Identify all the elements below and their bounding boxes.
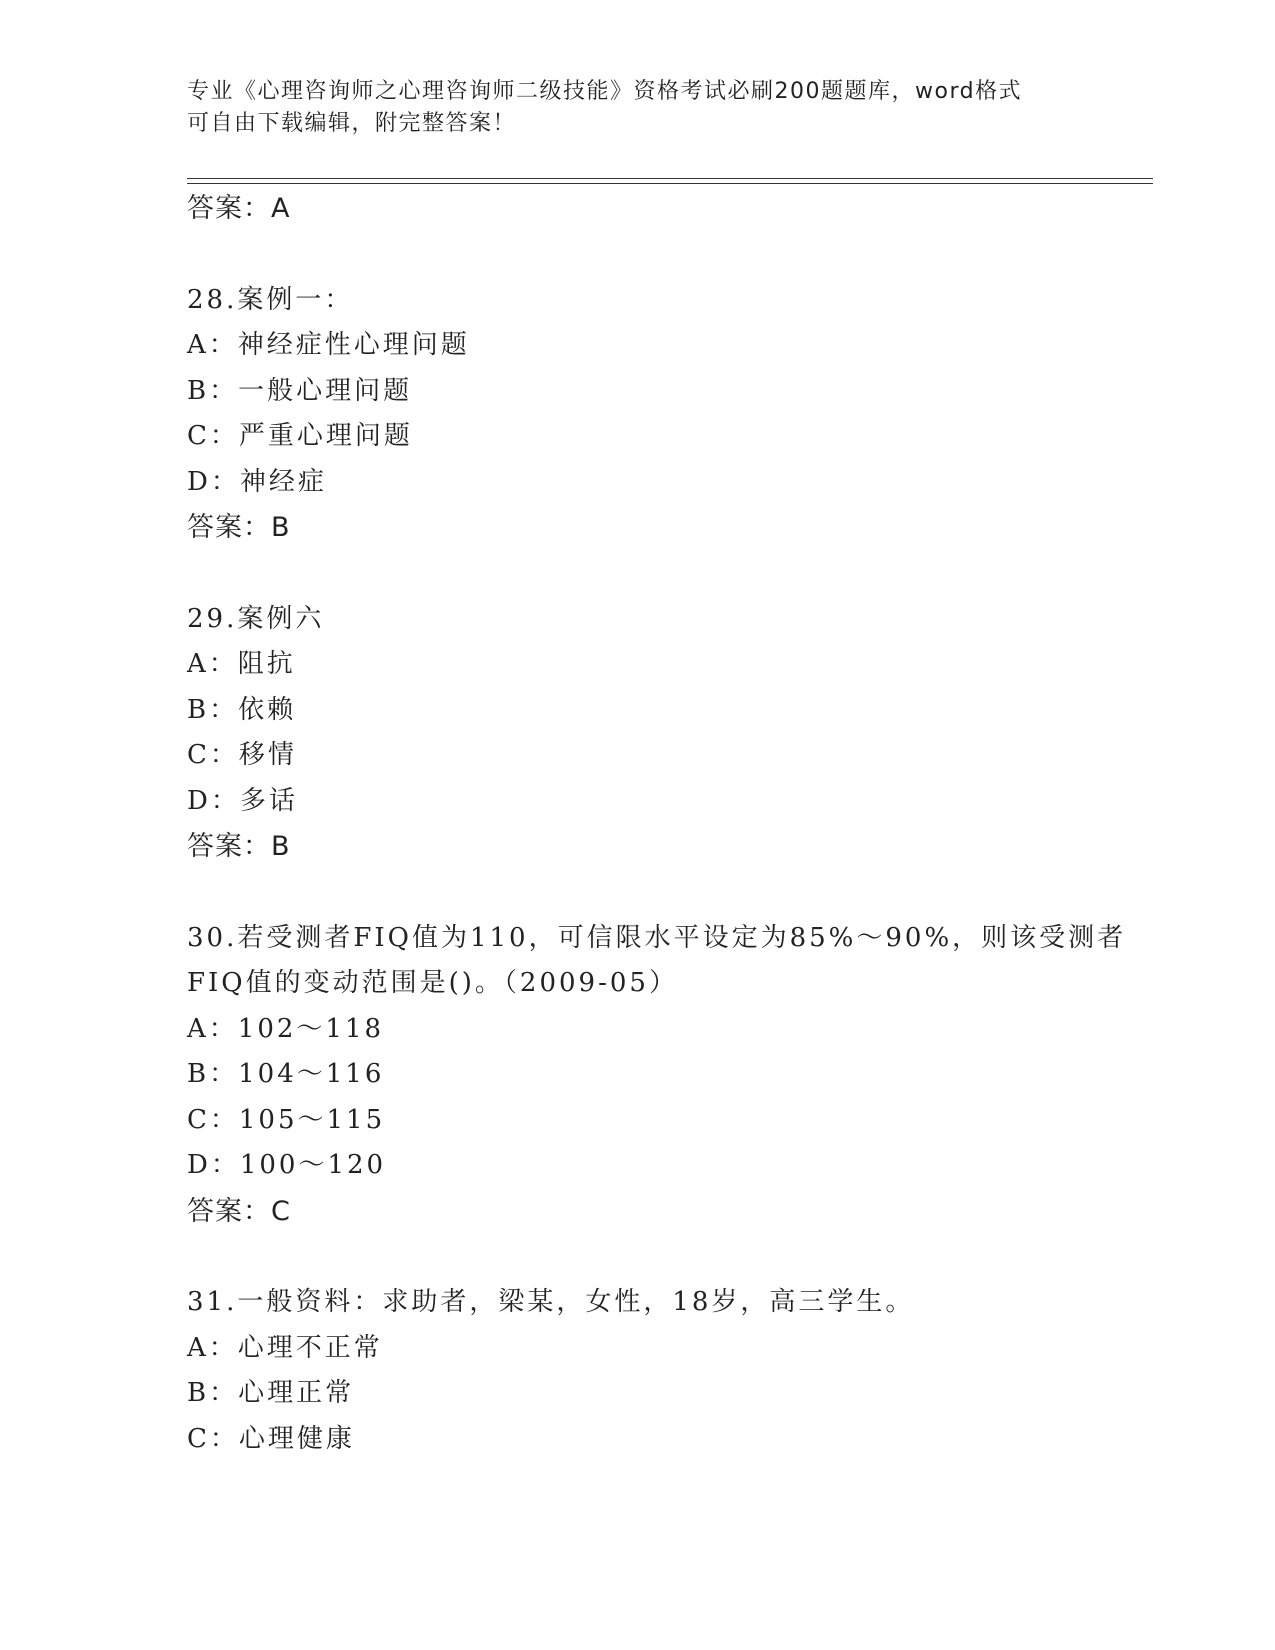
question-stem-line-1: 30.若受测者FIQ值为110，可信限水平设定为85%～90%，则该受测者: [187, 922, 1127, 953]
question-28: [187, 278, 1087, 551]
option-a: A：心理不正常: [187, 1332, 383, 1363]
option-a: A：神经症性心理问题: [187, 330, 470, 360]
answer: 答案：B: [187, 512, 291, 543]
option-a: A：102～118: [187, 1013, 385, 1044]
question-stem: 29.案例六: [187, 603, 325, 634]
question-stem: 28.案例一：: [187, 284, 354, 315]
option-c: C：心理健康: [187, 1423, 355, 1454]
question-30: [187, 916, 1127, 1235]
document-header: [187, 76, 1087, 140]
answer: 答案：B: [187, 831, 291, 862]
option-c: C：移情: [187, 740, 297, 770]
header-rule-bottom: [187, 183, 1153, 184]
option-b: B：一般心理问题: [187, 375, 413, 406]
question-stem-line-2: FIQ值的变动范围是()。（2009-05）: [187, 968, 678, 998]
header-rule-top: [187, 178, 1153, 179]
option-b: B：104～116: [187, 1059, 385, 1089]
option-d: D：多话: [187, 785, 298, 816]
answer-27: 答案：A: [187, 193, 291, 224]
header-line-2: 可自由下载编辑，附完整答案！: [187, 111, 517, 136]
question-31: [187, 1280, 1087, 1462]
question-stem: 31.一般资料：求助者，梁某，女性，18岁，高三学生。: [187, 1287, 915, 1317]
option-d: D：100～120: [187, 1150, 387, 1180]
option-c: C：105～115: [187, 1104, 386, 1135]
option-a: A：阻抗: [187, 649, 296, 679]
header-line-1: 专业《心理咨询师之心理咨询师二级技能》资格考试必刷200题题库，word格式: [187, 79, 1023, 104]
answer: 答案：C: [187, 1195, 291, 1227]
option-b: B：依赖: [187, 694, 297, 725]
option-b: B：心理正常: [187, 1378, 355, 1408]
question-29: [187, 597, 1087, 870]
option-c: C：严重心理问题: [187, 421, 413, 451]
option-d: D：神经症: [187, 466, 327, 497]
question-list: [187, 186, 1127, 1462]
